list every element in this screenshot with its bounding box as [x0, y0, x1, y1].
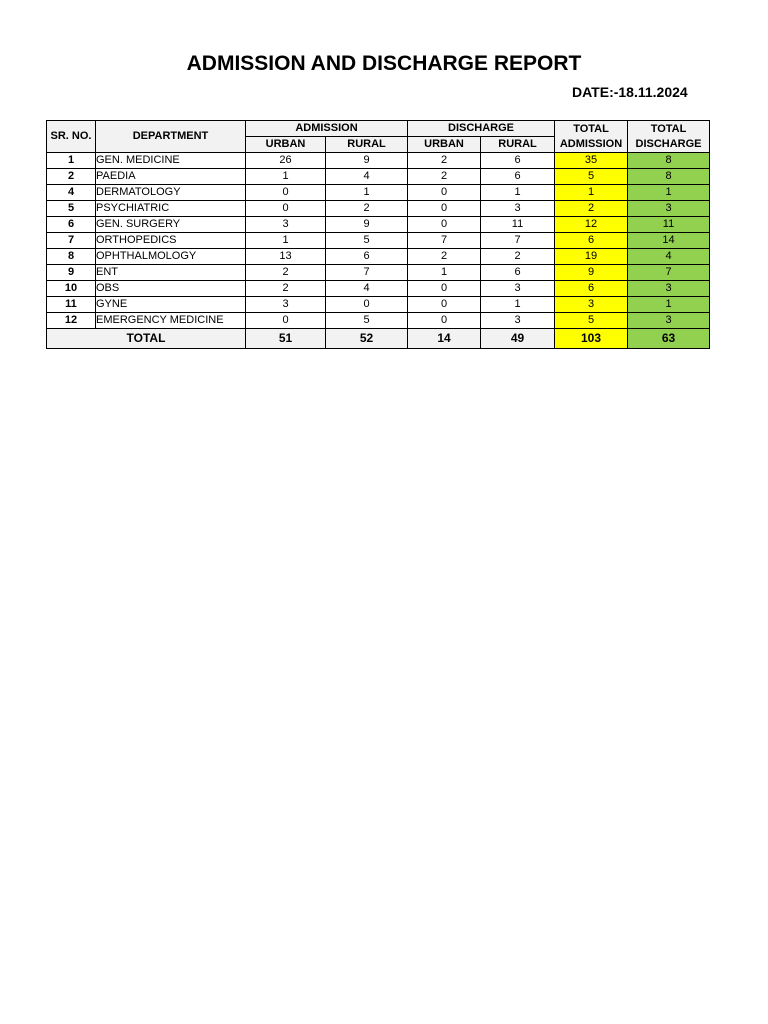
admission-urban-cell: 13 — [246, 249, 326, 265]
discharge-urban-cell: 0 — [408, 297, 481, 313]
header-total-admission: TOTAL ADMISSION — [555, 121, 628, 153]
total-discharge-cell: 1 — [628, 185, 710, 201]
discharge-rural-cell: 6 — [481, 153, 555, 169]
total-admission-rural: 52 — [326, 329, 408, 349]
department-cell: GEN. MEDICINE — [96, 153, 246, 169]
admission-urban-cell: 0 — [246, 313, 326, 329]
admission-urban-cell: 0 — [246, 185, 326, 201]
discharge-urban-cell: 2 — [408, 249, 481, 265]
admission-rural-cell: 9 — [326, 217, 408, 233]
discharge-rural-cell: 1 — [481, 185, 555, 201]
total-admission-cell: 2 — [555, 201, 628, 217]
department-cell: GEN. SURGERY — [96, 217, 246, 233]
discharge-rural-cell: 6 — [481, 169, 555, 185]
sr-no-cell: 12 — [47, 313, 96, 329]
discharge-rural-cell: 3 — [481, 201, 555, 217]
admission-rural-cell: 6 — [326, 249, 408, 265]
admission-urban-cell: 1 — [246, 233, 326, 249]
department-cell: OPHTHALMOLOGY — [96, 249, 246, 265]
header-total-discharge: TOTAL DISCHARGE — [628, 121, 710, 153]
discharge-rural-cell: 1 — [481, 297, 555, 313]
total-discharge-cell: 3 — [628, 313, 710, 329]
sr-no-cell: 8 — [47, 249, 96, 265]
discharge-urban-cell: 2 — [408, 153, 481, 169]
discharge-rural-cell: 3 — [481, 313, 555, 329]
sr-no-cell: 5 — [47, 201, 96, 217]
total-discharge-cell: 3 — [628, 281, 710, 297]
department-cell: DERMATOLOGY — [96, 185, 246, 201]
table-row — [47, 297, 710, 313]
discharge-rural-cell: 3 — [481, 281, 555, 297]
admission-rural-cell: 0 — [326, 297, 408, 313]
total-admission-cell: 12 — [555, 217, 628, 233]
total-discharge-cell: 7 — [628, 265, 710, 281]
admission-urban-cell: 0 — [246, 201, 326, 217]
table-row — [47, 281, 710, 297]
admission-rural-cell: 7 — [326, 265, 408, 281]
admission-rural-cell: 1 — [326, 185, 408, 201]
table-row — [47, 233, 710, 249]
sr-no-cell: 1 — [47, 153, 96, 169]
discharge-urban-cell: 7 — [408, 233, 481, 249]
sr-no-cell: 9 — [47, 265, 96, 281]
totals-row — [47, 329, 710, 349]
admission-urban-cell: 2 — [246, 281, 326, 297]
admission-rural-cell: 2 — [326, 201, 408, 217]
admission-rural-cell: 4 — [326, 281, 408, 297]
total-discharge-cell: 4 — [628, 249, 710, 265]
sr-no-cell: 2 — [47, 169, 96, 185]
admission-rural-cell: 5 — [326, 233, 408, 249]
department-cell: OBS — [96, 281, 246, 297]
total-admission-urban: 51 — [246, 329, 326, 349]
department-cell: GYNE — [96, 297, 246, 313]
total-admission-cell: 1 — [555, 185, 628, 201]
admission-rural-cell: 9 — [326, 153, 408, 169]
total-discharge-cell: 8 — [628, 169, 710, 185]
total-admission-cell: 5 — [555, 169, 628, 185]
discharge-urban-cell: 0 — [408, 185, 481, 201]
total-discharge-cell: 1 — [628, 297, 710, 313]
total-discharge-cell: 3 — [628, 201, 710, 217]
sr-no-cell: 6 — [47, 217, 96, 233]
totals-label: TOTAL — [47, 329, 246, 349]
discharge-urban-cell: 1 — [408, 265, 481, 281]
sr-no-cell: 4 — [47, 185, 96, 201]
header-discharge: DISCHARGE — [408, 121, 555, 137]
admission-rural-cell: 4 — [326, 169, 408, 185]
admission-discharge-table — [46, 120, 710, 349]
total-discharge-rural: 49 — [481, 329, 555, 349]
discharge-rural-cell: 6 — [481, 265, 555, 281]
total-admission-cell: 3 — [555, 297, 628, 313]
sr-no-cell: 10 — [47, 281, 96, 297]
discharge-urban-cell: 0 — [408, 217, 481, 233]
table-row — [47, 313, 710, 329]
header-admission-urban: URBAN — [246, 137, 326, 153]
table-row — [47, 169, 710, 185]
discharge-rural-cell: 2 — [481, 249, 555, 265]
discharge-rural-cell: 11 — [481, 217, 555, 233]
table-row — [47, 249, 710, 265]
total-admission-cell: 35 — [555, 153, 628, 169]
table-row — [47, 201, 710, 217]
admission-urban-cell: 3 — [246, 217, 326, 233]
grand-total-discharge: 63 — [628, 329, 710, 349]
total-discharge-cell: 11 — [628, 217, 710, 233]
table-row — [47, 185, 710, 201]
total-discharge-cell: 8 — [628, 153, 710, 169]
report-title: ADMISSION AND DISCHARGE REPORT — [186, 52, 582, 75]
discharge-urban-cell: 2 — [408, 169, 481, 185]
header-sr-no: SR. NO. — [47, 121, 96, 153]
total-admission-cell: 5 — [555, 313, 628, 329]
admission-rural-cell: 5 — [326, 313, 408, 329]
admission-urban-cell: 26 — [246, 153, 326, 169]
department-cell: EMERGENCY MEDICINE — [96, 313, 246, 329]
total-admission-cell: 6 — [555, 233, 628, 249]
total-discharge-urban: 14 — [408, 329, 481, 349]
header-admission-rural: RURAL — [326, 137, 408, 153]
table-row — [47, 265, 710, 281]
sr-no-cell: 11 — [47, 297, 96, 313]
discharge-urban-cell: 0 — [408, 281, 481, 297]
total-admission-cell: 9 — [555, 265, 628, 281]
admission-urban-cell: 1 — [246, 169, 326, 185]
department-cell: ORTHOPEDICS — [96, 233, 246, 249]
total-admission-cell: 6 — [555, 281, 628, 297]
discharge-urban-cell: 0 — [408, 313, 481, 329]
admission-urban-cell: 3 — [246, 297, 326, 313]
table-row — [47, 153, 710, 169]
total-admission-cell: 19 — [555, 249, 628, 265]
sr-no-cell: 7 — [47, 233, 96, 249]
discharge-rural-cell: 7 — [481, 233, 555, 249]
header-discharge-urban: URBAN — [408, 137, 481, 153]
discharge-urban-cell: 0 — [408, 201, 481, 217]
department-cell: PAEDIA — [96, 169, 246, 185]
department-cell: PSYCHIATRIC — [96, 201, 246, 217]
report-date: DATE:-18.11.2024 — [572, 84, 688, 100]
header-admission: ADMISSION — [246, 121, 408, 137]
header-department: DEPARTMENT — [96, 121, 246, 153]
admission-urban-cell: 2 — [246, 265, 326, 281]
grand-total-admission: 103 — [555, 329, 628, 349]
table-row — [47, 217, 710, 233]
department-cell: ENT — [96, 265, 246, 281]
header-discharge-rural: RURAL — [481, 137, 555, 153]
total-discharge-cell: 14 — [628, 233, 710, 249]
